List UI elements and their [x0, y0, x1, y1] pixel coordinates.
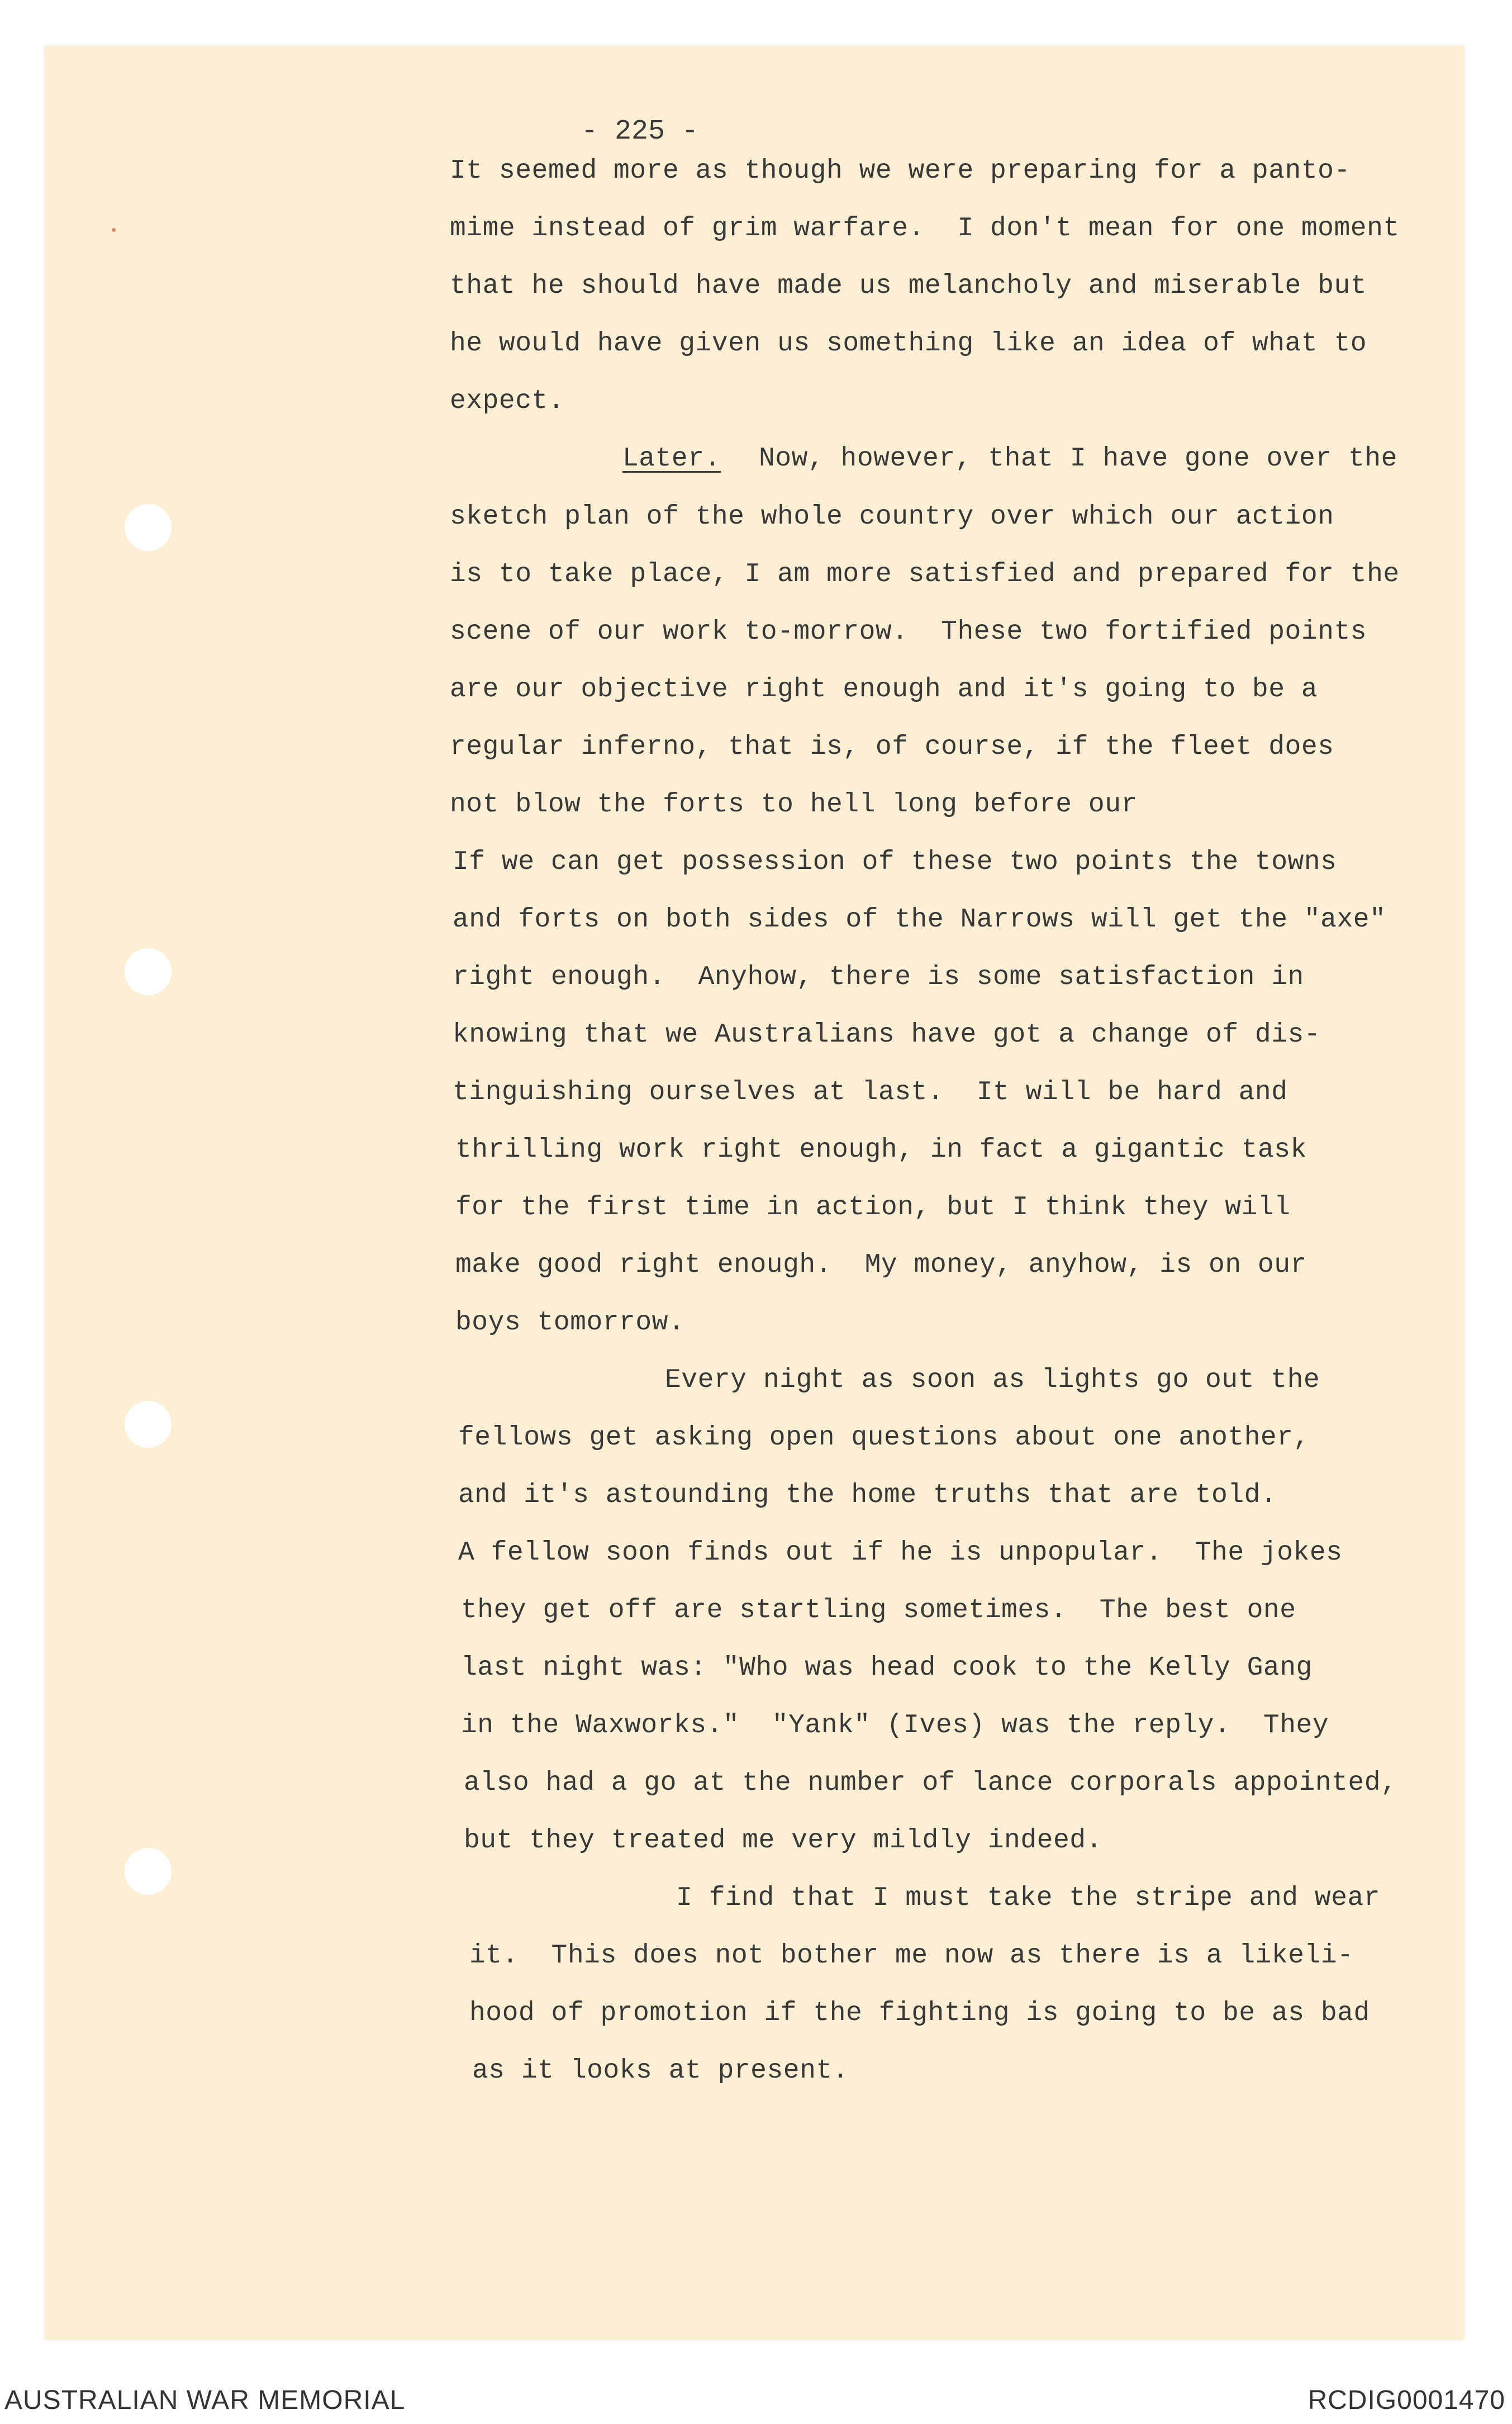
text-line: and it's astounding the home truths that are told. — [458, 1480, 1277, 1510]
text-line: make good right enough. My money, anyhow, is on our — [455, 1250, 1307, 1280]
punch-hole — [125, 1401, 172, 1448]
text-line: Now, however, that I have gone over the — [759, 444, 1397, 474]
later-heading: Later. — [622, 444, 721, 474]
text-line: I find that I must take the stripe and wear — [676, 1883, 1381, 1913]
text-line: last night was: "Who was head cook to the Kelly Gang — [461, 1653, 1313, 1683]
page-number: - 225 - — [581, 116, 699, 148]
text-line: boys tomorrow. — [455, 1308, 685, 1338]
text-line: scene of our work to-morrow. These two fortified points — [450, 617, 1367, 647]
text-line: as it looks at present. — [472, 2056, 849, 2086]
text-line: is to take place, I am more satisfied and prepared for the — [450, 559, 1400, 590]
paper-fleck — [112, 228, 116, 232]
text-line: expect. — [450, 386, 565, 416]
text-line: they get off are startling sometimes. The best one — [461, 1595, 1296, 1625]
text-line: hood of promotion if the fighting is going to be as bad — [469, 1998, 1370, 2028]
punch-hole — [125, 948, 172, 995]
text-line: Every night as soon as lights go out the — [665, 1365, 1320, 1395]
text-line: that he should have made us melancholy and miserable but — [450, 271, 1367, 301]
text-line: for the first time in action, but I think they will — [455, 1192, 1291, 1223]
text-line: in the Waxworks." "Yank" (Ives) was the reply. They — [461, 1710, 1329, 1741]
typed-page — [45, 46, 1464, 2340]
archive-credit: AUSTRALIAN WAR MEMORIAL — [4, 2385, 406, 2415]
text-line: also had a go at the number of lance corporals appointed, — [464, 1768, 1397, 1798]
text-line: knowing that we Australians have got a change of dis- — [453, 1020, 1321, 1050]
text-line: not blow the forts to hell long before our — [450, 790, 1138, 820]
text-line: and forts on both sides of the Narrows will get the "axe" — [453, 905, 1386, 935]
text-line: mime instead of grim warfare. I don't mean for one moment — [450, 213, 1400, 244]
punch-hole — [125, 504, 172, 551]
record-identifier: RCDIG0001470 — [1307, 2385, 1505, 2415]
text-line: It seemed more as though we were preparing for a panto- — [450, 156, 1351, 186]
text-line: If we can get possession of these two points the towns — [453, 847, 1337, 877]
text-line: it. This does not bother me now as there is a likeli- — [469, 1941, 1354, 1971]
text-line: but they treated me very mildly indeed. — [464, 1826, 1102, 1856]
text-line: tinguishing ourselves at last. It will be hard and — [453, 1077, 1288, 1108]
text-line: right enough. Anyhow, there is some satisfaction in — [453, 962, 1304, 992]
text-line: regular inferno, that is, of course, if the fleet does — [450, 732, 1334, 762]
text-line: A fellow soon finds out if he is unpopular. The jokes — [458, 1538, 1343, 1568]
text-line: thrilling work right enough, in fact a gigantic task — [455, 1135, 1307, 1165]
text-line: are our objective right enough and it's going to be a — [450, 674, 1318, 705]
text-line: sketch plan of the whole country over which our action — [450, 502, 1334, 532]
punch-hole — [125, 1848, 172, 1895]
text-line: fellows get asking open questions about one another, — [458, 1423, 1310, 1453]
text-line: he would have given us something like an idea of what to — [450, 329, 1367, 359]
